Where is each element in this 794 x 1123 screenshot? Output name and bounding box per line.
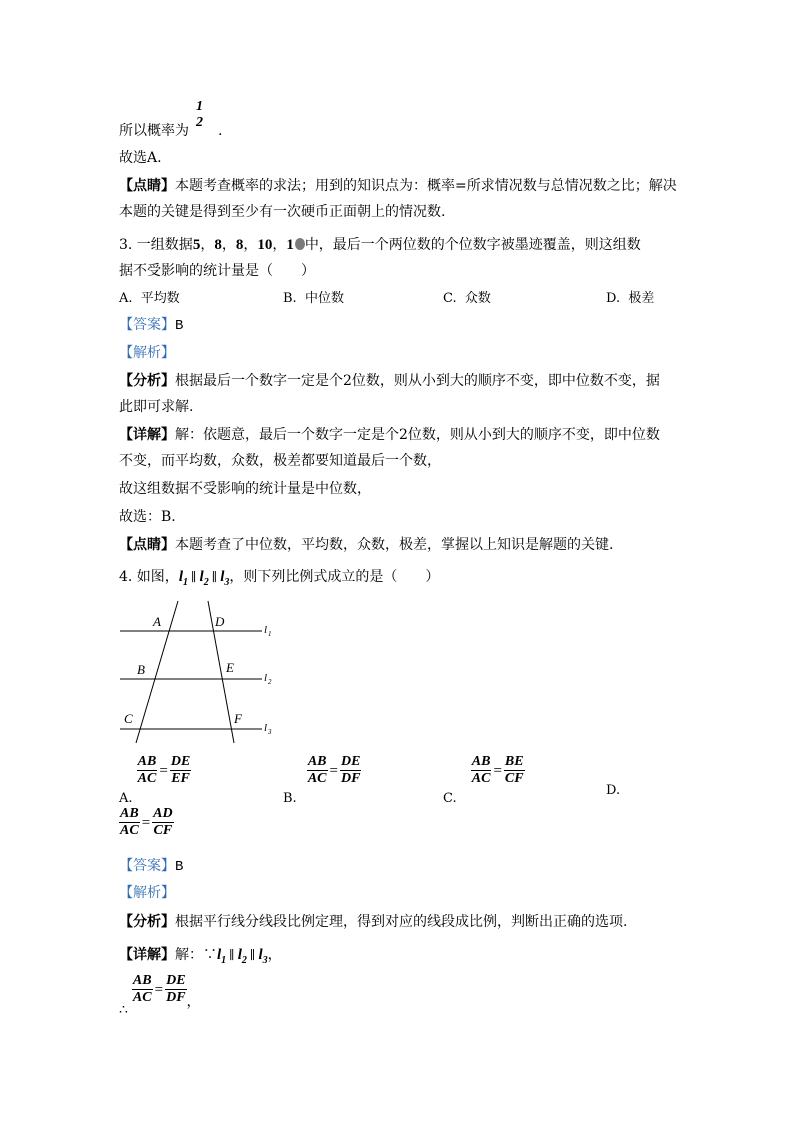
option-letter: D.	[606, 291, 621, 306]
fenxi-tag: 【分析】	[119, 914, 175, 930]
q3-detail-line-3: 故这组数据不受影响的统计量是中位数，	[119, 481, 371, 497]
option-text: 中位数	[304, 291, 344, 306]
equals-sign: =	[159, 762, 168, 779]
q3-num-4: 10	[257, 237, 273, 253]
q4-option-c	[443, 754, 525, 808]
q3-num-3: 8	[235, 237, 244, 253]
equals-sign: =	[493, 762, 502, 779]
ink-blot	[295, 238, 305, 250]
detail-text-1: 解：依题意，最后一个数字一定是个2位数，则从小到大的顺序不变，即中位数	[175, 427, 660, 443]
q3-sep: ，	[272, 237, 287, 253]
q4-prefix: 4. 如图，	[119, 569, 179, 585]
denominator: DF	[166, 990, 186, 1005]
line-symbol: l	[178, 569, 183, 585]
prob-prefix: 所以概率为	[119, 123, 189, 139]
q3-option-b	[283, 290, 344, 308]
fenxi-text: 根据平行线分线段比例定理，得到对应的线段成比例，判断出正确的选项.	[175, 914, 628, 930]
fenxi-tag: 【分析】	[119, 373, 175, 389]
parallel-symbol: ∥	[249, 948, 256, 962]
detail-prefix: 解：∵	[175, 947, 217, 963]
denominator: AC	[132, 990, 152, 1005]
numerator: BE	[504, 754, 524, 769]
line-symbol: l	[217, 947, 222, 963]
q3-sep: ，	[221, 237, 236, 253]
fraction	[170, 754, 191, 787]
q3-stem-line-1	[119, 236, 641, 254]
probability-line	[119, 99, 222, 140]
numerator: DE	[166, 973, 186, 988]
parallel-symbol: ∥	[211, 570, 218, 584]
equals-sign: =	[154, 981, 164, 998]
option-text: 极差	[628, 291, 655, 306]
parallel-symbol: ∥	[190, 570, 197, 584]
choose-a-line: 故选A.	[119, 150, 162, 166]
q3-detail-line-2: 不变，而平均数，众数，极差都要知道最后一个数，	[119, 453, 441, 469]
q3-num-5: 1	[286, 237, 294, 253]
denominator: AC	[120, 823, 139, 838]
q3-answer-line	[119, 316, 183, 335]
numerator: AB	[137, 754, 157, 769]
q4-answer-line	[119, 857, 183, 876]
answer-tag: 【答案】	[119, 858, 175, 874]
option-letter: A.	[119, 791, 133, 806]
answer-value: B	[175, 859, 184, 875]
label-l2: l	[264, 672, 268, 684]
tip-text: 本题考查了中位数，平均数，众数，极差，掌握以上知识是解题的关键.	[175, 537, 614, 553]
label-l3: l	[264, 722, 268, 734]
fraction	[307, 754, 328, 787]
q3-detail-line-1	[119, 426, 660, 444]
label-e: E	[226, 660, 234, 675]
label-a: A	[153, 614, 161, 629]
prob-suffix: .	[218, 123, 223, 139]
denominator: EF	[171, 771, 190, 786]
denominator: AC	[471, 771, 491, 786]
fraction-numerator: 1	[196, 99, 203, 114]
numerator: AB	[132, 973, 152, 988]
label-b: B	[137, 662, 145, 677]
option-letter: A.	[119, 291, 133, 306]
q3-tip-line	[119, 536, 613, 554]
denominator: AC	[307, 771, 327, 786]
denominator: CF	[153, 823, 173, 838]
q3-num-2: 8	[214, 237, 222, 253]
label-c: C	[124, 711, 133, 726]
q3-sep: ，	[200, 237, 215, 253]
option-text: 平均数	[140, 291, 180, 306]
parallel-lines-figure	[110, 595, 300, 745]
final-comma: ，	[186, 993, 201, 1010]
q4-option-d-letter: D.	[606, 783, 621, 798]
detail-comma: ，	[267, 947, 282, 963]
label-f: F	[234, 711, 242, 726]
numerator: DE	[340, 754, 361, 769]
label-l1: l	[264, 624, 268, 636]
q3-num-1: 5	[192, 237, 201, 253]
numerator: DE	[170, 754, 191, 769]
fraction	[471, 754, 492, 787]
equals-sign: =	[329, 762, 338, 779]
q3-option-a	[119, 290, 180, 308]
tip-line-2: 本题的关键是得到至少有一次硬币正面朝上的情况数.	[119, 204, 446, 220]
numerator: AB	[471, 754, 491, 769]
line-symbol: l	[258, 947, 263, 963]
line-subscript: 1	[221, 954, 227, 966]
q3-prefix: 3. 一组数据	[119, 237, 193, 253]
q4-suffix: ，则下列比例式成立的是（ ）	[229, 569, 440, 585]
q4-analysis-tag: 【解析】	[119, 885, 175, 901]
tip-line-1	[119, 177, 677, 195]
line-symbol: l	[237, 947, 242, 963]
fraction-one-half	[195, 99, 204, 131]
numerator: AB	[307, 754, 327, 769]
fraction	[152, 806, 173, 839]
detail-tag: 【详解】	[119, 427, 175, 443]
option-letter: B.	[283, 791, 297, 806]
denominator: DF	[340, 771, 361, 786]
detail-tag: 【详解】	[119, 947, 175, 963]
line-symbol: l	[220, 569, 225, 585]
q3-option-c	[443, 290, 491, 308]
q3-fenxi-line-2: 此即可求解.	[119, 399, 194, 415]
q4-option-b	[283, 754, 361, 808]
option-text: 众数	[464, 291, 491, 306]
q3-analysis-tag: 【解析】	[119, 345, 175, 361]
q3-option-d	[606, 290, 654, 308]
answer-value: B	[175, 318, 184, 334]
line-subscript: 1	[182, 576, 188, 588]
tip-tag: 【点睛】	[119, 537, 175, 553]
q4-option-d	[119, 806, 174, 839]
fraction	[132, 973, 153, 1006]
q4-therefore-line	[119, 973, 201, 1019]
denominator: CF	[504, 771, 524, 786]
fraction	[165, 973, 186, 1006]
q4-detail-line	[119, 946, 282, 970]
q4-stem-line	[119, 568, 439, 592]
q3-detail-line-4: 故选：B.	[119, 509, 176, 525]
answer-tag: 【答案】	[119, 317, 175, 333]
numerator: AD	[153, 806, 173, 821]
parallel-symbol: ∥	[229, 948, 235, 962]
therefore-symbol: ∴	[119, 1001, 128, 1018]
fraction	[119, 806, 140, 839]
line-subscript: 2	[203, 576, 209, 588]
q4-fenxi-line	[119, 913, 627, 931]
tip-text-1: 本题考查概率的求法；用到的知识点为：概率=所求情况数与总情况数之比；解决	[175, 178, 677, 194]
label-l2-sub: 2	[268, 678, 272, 686]
line-subscript: 3	[262, 954, 268, 966]
fenxi-text-1: 根据最后一个数字一定是个2位数，则从小到大的顺序不变，即中位数不变，据	[175, 373, 660, 389]
equals-sign: =	[141, 814, 151, 831]
line-symbol: l	[199, 569, 204, 585]
option-letter: B.	[283, 291, 297, 306]
line-subscript: 2	[241, 954, 247, 966]
fraction	[340, 754, 361, 787]
numerator: AB	[120, 806, 139, 821]
label-l3-sub: 3	[268, 728, 272, 736]
fraction	[137, 754, 158, 787]
tip-tag: 【点睛】	[119, 178, 175, 194]
q3-stem-line-2: 据不受影响的统计量是（ ）	[119, 263, 315, 279]
denominator: AC	[137, 771, 157, 786]
q3-suffix: 中，最后一个两位数的个位数字被墨迹覆盖，则这组数	[304, 237, 641, 253]
line-subscript: 3	[224, 576, 230, 588]
fraction-denominator: 2	[196, 115, 203, 130]
q3-fenxi-line-1	[119, 372, 660, 390]
label-d: D	[215, 614, 225, 629]
fraction	[504, 754, 525, 787]
option-letter: C.	[443, 791, 457, 806]
q4-option-a	[119, 754, 191, 808]
option-letter: C.	[443, 291, 457, 306]
q3-sep: ，	[243, 237, 258, 253]
label-l1-sub: 1	[268, 630, 272, 638]
